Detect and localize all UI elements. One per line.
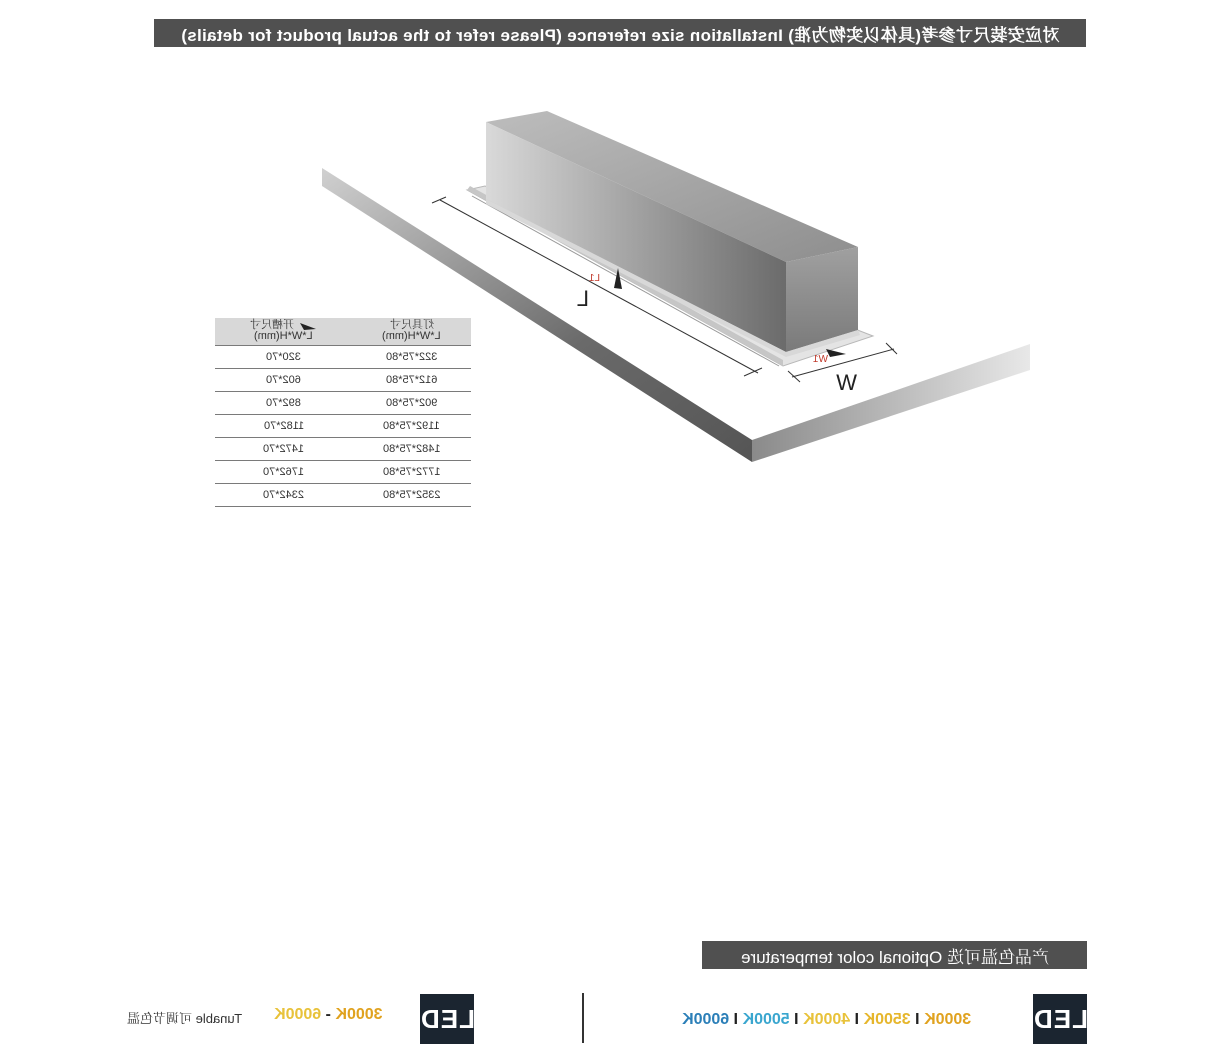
lamp-size-title: 灯具尺寸 [389,319,434,331]
lamp-size-cell [352,392,471,415]
temperature-4000k: 4000K [803,1011,851,1028]
slot-size-cell [215,369,352,392]
section-divider [582,993,584,1043]
installation-size-header [154,19,1086,47]
temperature-5000k: 5000K [742,1011,790,1028]
tunable-caption [127,1008,242,1027]
tunable-dash: - [321,1006,336,1023]
led-badge-fixed [1033,994,1087,1044]
installation-diagram [0,60,1207,530]
label-W: W [836,370,857,395]
slot-size-cell [215,346,352,369]
table-row [215,369,471,392]
slot-size-value: 2342*70 [263,489,305,501]
tunable-cool: 6000K [274,1006,322,1023]
table-row [215,346,471,369]
lamp-size-header [352,318,471,346]
table-row [215,415,471,438]
lamp-size-cell [352,438,471,461]
led-badge-tunable [420,994,474,1044]
slot-size-cell [215,461,352,484]
lamp-size-value: 1192*75*80 [383,420,441,432]
size-table [215,318,471,507]
table-row [215,392,471,415]
lamp-size-cell [352,346,471,369]
lamp-size-cell [352,369,471,392]
label-L: L [576,286,589,311]
tunable-warm: 3000K [335,1006,383,1023]
lamp-size-value: 322*75*80 [386,351,438,363]
lamp-size-unit: L*W*H(mm) [382,330,442,342]
temperature-separator: I [850,1011,864,1028]
lamp-size-value: 2352*75*80 [382,489,441,501]
temperature-6000k: 6000K [682,1011,730,1028]
led-badge-fixed-label: LED [1032,1003,1088,1034]
lamp-size-value: 1772*75*80 [382,466,441,478]
slot-size-value: 1472*70 [263,443,305,455]
slot-size-header [215,318,352,346]
slot-size-cell [215,392,352,415]
slot-size-unit: L*W*H(mm) [254,330,314,342]
lamp-size-cell [352,415,471,438]
tunable-caption-text: Tunable 可调节色温 [127,1011,243,1026]
temperature-separator: I [789,1011,803,1028]
lamp-size-cell [352,461,471,484]
slot-size-value: 892*70 [266,397,302,409]
temperature-separator: I [729,1011,743,1028]
slot-size-cell [215,438,352,461]
temperature-3500k: 3500K [863,1011,911,1028]
lamp-size-value: 902*75*80 [386,397,438,409]
slot-size-value: 602*70 [266,374,302,386]
fixed-temperature-text [682,1010,971,1030]
color-temperature-header [702,941,1087,969]
slot-size-cell [215,484,352,507]
tunable-range [274,1005,383,1025]
cut-slot-icon [298,321,318,331]
slot-size-value: 1762*70 [263,466,305,478]
temperature-separator: I [910,1011,924,1028]
lamp-size-cell [352,484,471,507]
led-badge-tunable-label: LED [419,1003,475,1034]
table-row [215,484,471,507]
table-row [215,461,471,484]
size-table-header [215,318,471,346]
lamp-size-value: 1482*75*80 [382,443,441,455]
slot-size-value: 1182*70 [263,420,304,432]
temperature-3000k: 3000K [924,1011,972,1028]
slot-size-title: 开槽尺寸 [249,319,294,331]
label-L1: L1 [588,273,600,284]
slot-size-value: 320*70 [266,351,302,363]
fixed-temperature-list [682,1010,971,1030]
installation-size-title: 对应安装尺寸参考(具体以实物为准) Installation size reference (Please refer to the actual product for details) [180,25,1060,45]
slot-size-cell [215,415,352,438]
table-row [215,438,471,461]
label-W1: W1 [813,354,828,365]
color-temperature-title: 产品色温可选 Optional color temperature [740,947,1049,967]
lamp-size-value: 612*75*80 [386,374,438,386]
